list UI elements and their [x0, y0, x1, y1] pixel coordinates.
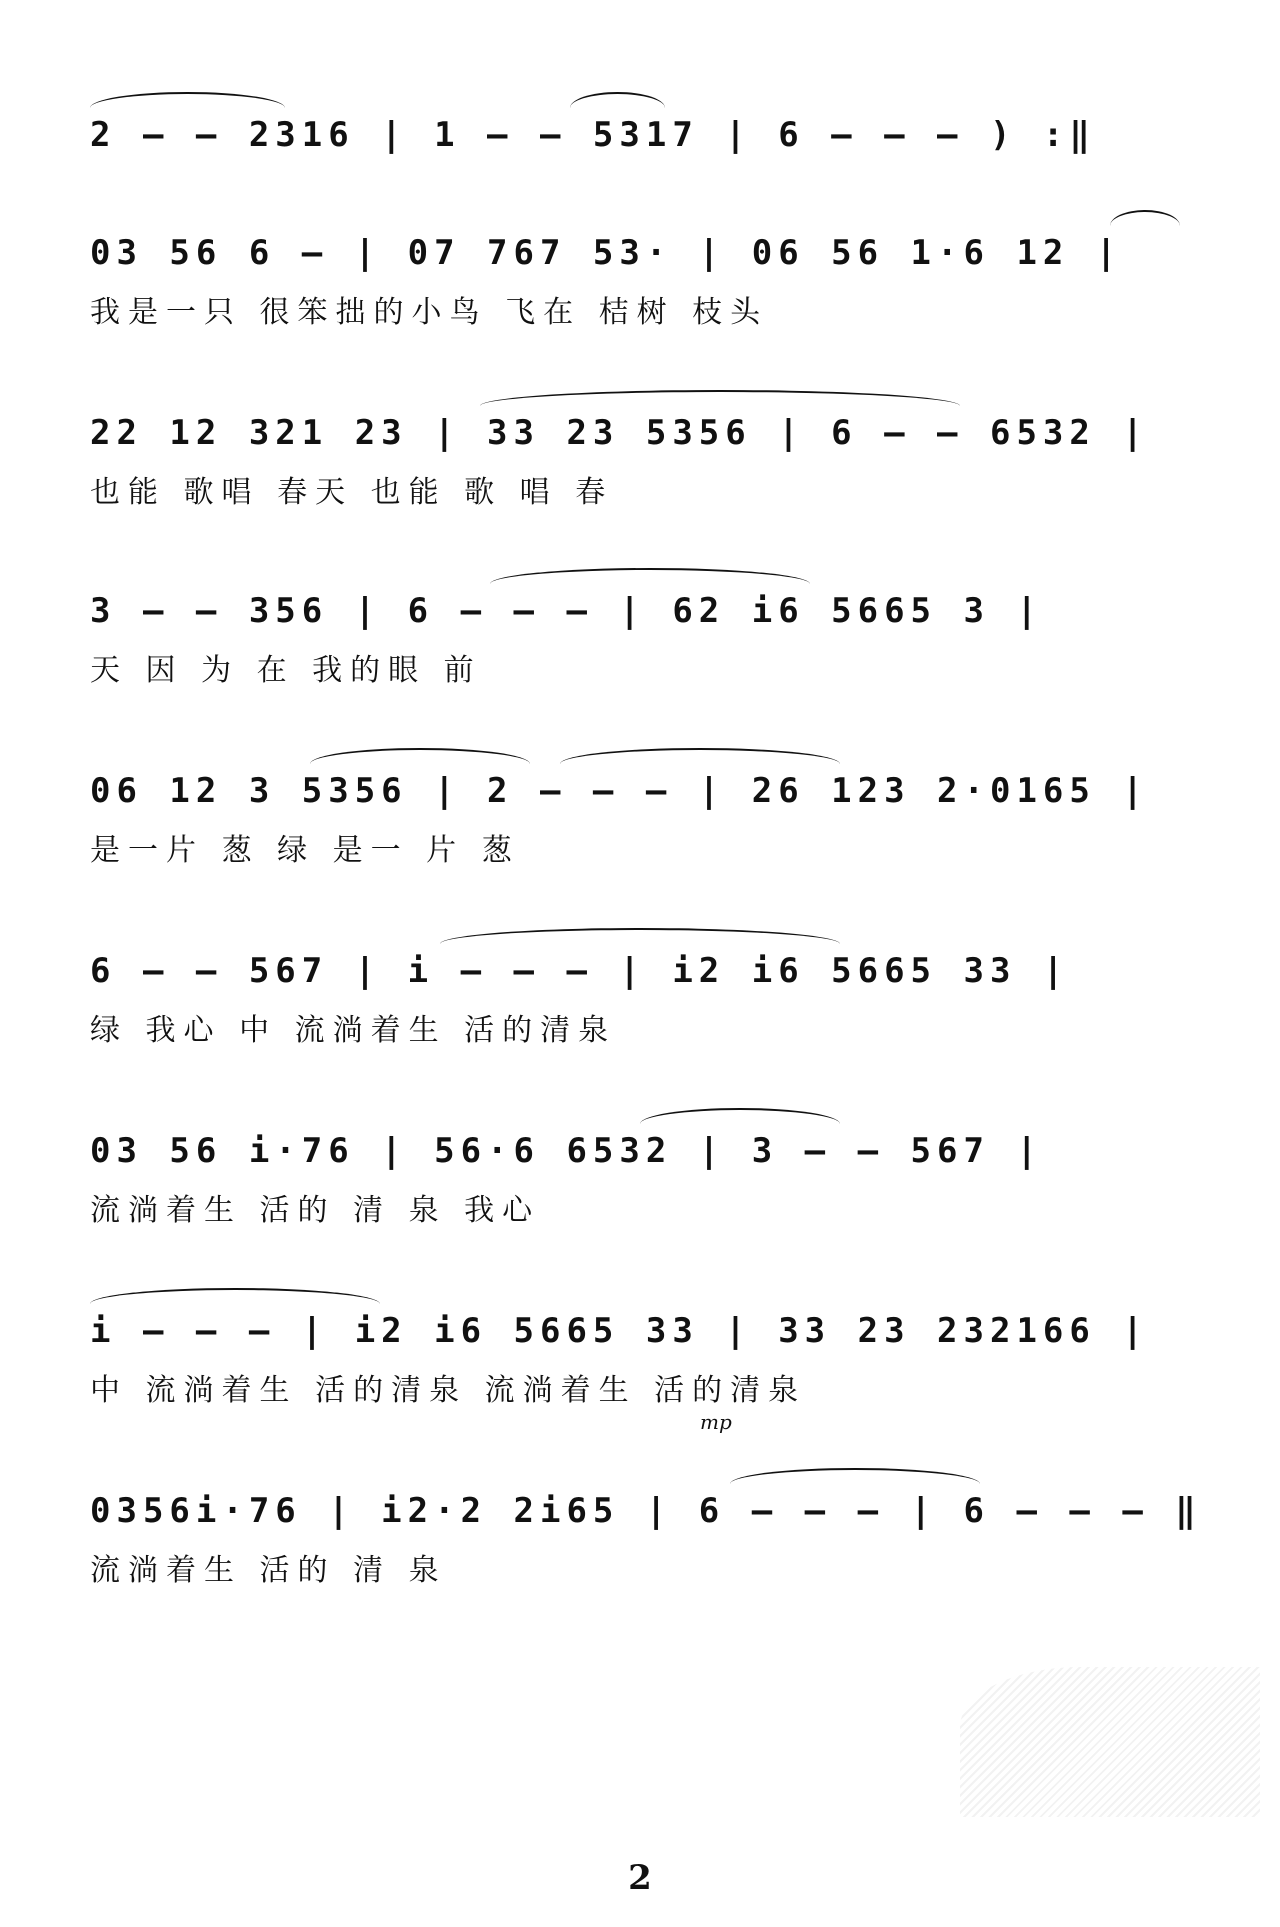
note-row: 2 – – 2316 | 1 – – 5317 | 6 – – – ) :‖ — [90, 115, 1096, 155]
note-row: i – – – | i2 i6 5665 33 | 33 23 232166 | — [90, 1311, 1149, 1351]
lyric-row: 也能 歌唱 春天 也能 歌 唱 春 — [90, 475, 614, 510]
note-row: 03 56 i·76 | 56·6 6532 | 3 – – 567 | — [90, 1131, 1043, 1171]
note-row: 3 – – 356 | 6 – – – | 62 i6 5665 3 | — [90, 591, 1043, 631]
lyric-row: 中 流淌着生 活的清泉 流淌着生 活的清泉 — [90, 1373, 807, 1408]
slur — [480, 390, 960, 406]
paper-texture — [960, 1667, 1260, 1817]
system-2 — [0, 210, 1280, 370]
slur — [90, 92, 285, 108]
slur — [90, 1288, 380, 1304]
system-6 — [0, 928, 1280, 1088]
note-row: 6 – – 567 | i – – – | i2 i6 5665 33 | — [90, 951, 1070, 991]
lyric-row: 流淌着生 活的 清 泉 我心 — [90, 1193, 541, 1228]
system-4 — [0, 568, 1280, 728]
note-row: 06 12 3 5356 | 2 – – – | 26 123 2·0165 | — [90, 771, 1149, 811]
note-row: 22 12 321 23 | 33 23 5356 | 6 – – 6532 | — [90, 413, 1149, 453]
lyric-row: 天 因 为 在 我的眼 前 — [90, 653, 482, 688]
slur — [490, 568, 810, 584]
lyric-row: 流淌着生 活的 清 泉 — [90, 1553, 447, 1588]
slur — [560, 748, 840, 764]
system-5 — [0, 748, 1280, 908]
system-9 — [0, 1468, 1280, 1628]
slur — [310, 748, 530, 764]
note-row: 03 56 6 – | 07 767 53· | 06 56 1·6 12 | — [90, 233, 1123, 273]
system-3 — [0, 390, 1280, 550]
note-row: 0356i·76 | i2·2 2i65 | 6 – – – | 6 – – – ‖ — [90, 1491, 1202, 1531]
system-7 — [0, 1108, 1280, 1268]
page-number: 2 — [628, 1858, 652, 1898]
lyric-row: 是一片 葱 绿 是一 片 葱 — [90, 833, 520, 868]
system-8 — [0, 1288, 1280, 1448]
slur — [640, 1108, 840, 1124]
slur — [1110, 210, 1180, 226]
slur — [730, 1468, 980, 1484]
lyric-row: 绿 我心 中 流淌着生 活的清泉 — [90, 1013, 617, 1048]
dynamic-mark: mp — [700, 1410, 732, 1434]
slur — [440, 928, 840, 944]
lyric-row: 我是一只 很笨拙的小鸟 飞在 桔树 枝头 — [90, 295, 769, 330]
slur — [570, 92, 665, 108]
